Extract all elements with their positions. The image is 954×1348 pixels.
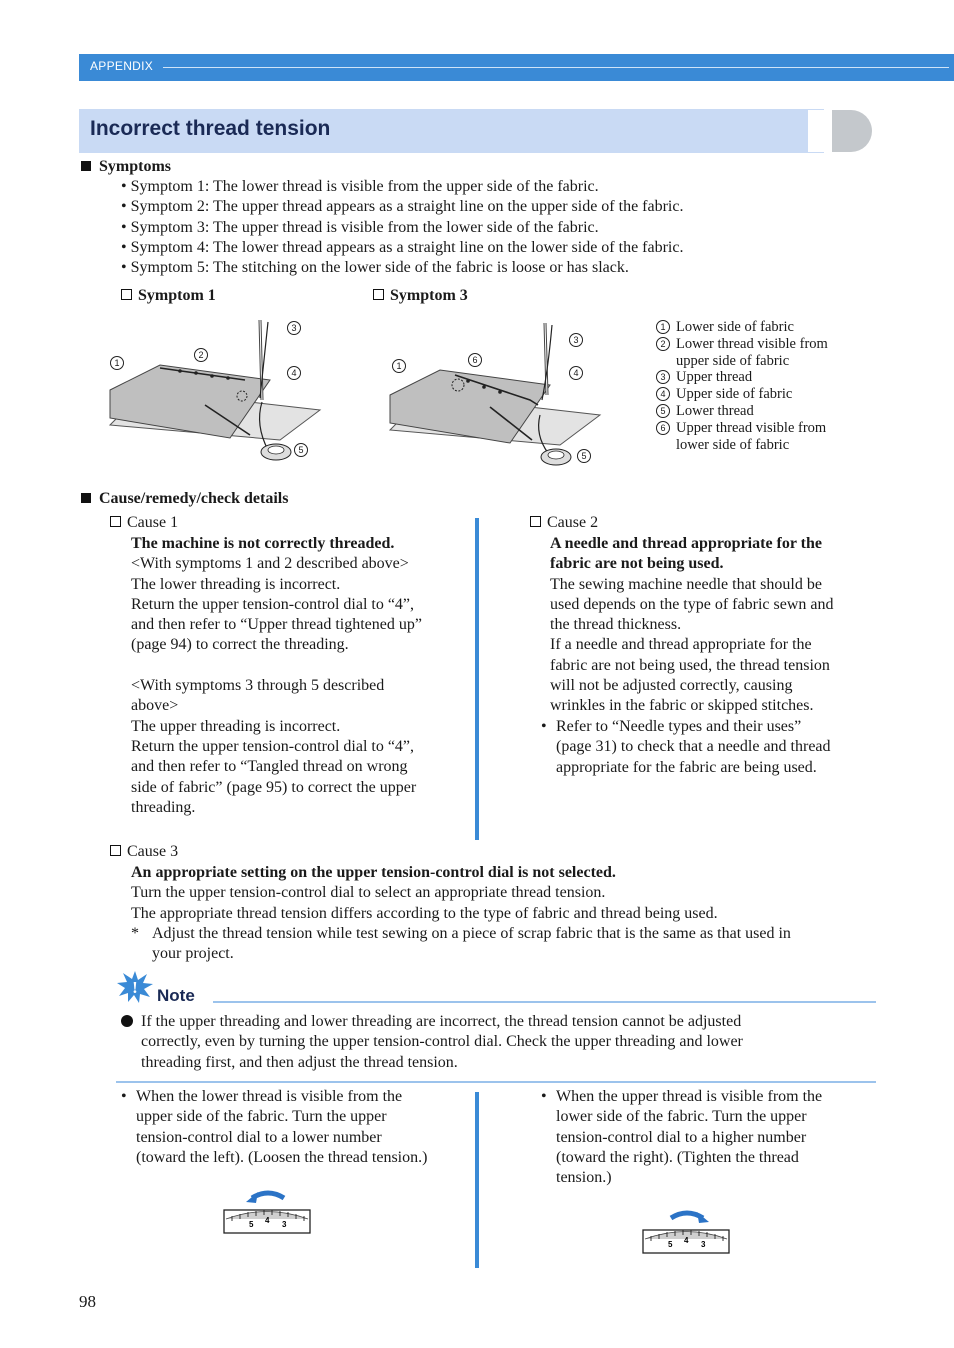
legend-item: lower side of fabric [676, 436, 790, 453]
legend-item: 6 Upper thread visible from [656, 420, 828, 437]
checkbox-square-icon [110, 516, 121, 527]
legend-item: 4 Upper side of fabric [656, 386, 828, 403]
callout-2: 2 [194, 348, 208, 362]
callout-3: 3 [569, 333, 583, 347]
dial-number-4: 4 [684, 1236, 689, 1245]
page-title: Incorrect thread tension [90, 117, 331, 140]
dial-number-4: 4 [265, 1216, 270, 1225]
callout-5: 5 [294, 443, 308, 457]
symptoms-heading: Symptoms [81, 157, 171, 177]
cause-1-label: Cause 1 [110, 513, 178, 533]
legend-item: 1 Lower side of fabric [656, 319, 828, 336]
figure-label-symptom-1: Symptom 1 [121, 286, 216, 306]
bullet: • [541, 718, 547, 735]
cause-2-label: Cause 2 [530, 513, 598, 533]
tip-loosen: • When the lower thread is visible from the upper side of the fabric. Turn the upper tension-control dial to a lower number (toward the left). (Loosen the thread tension.) [121, 1088, 428, 1166]
checkbox-square-icon [530, 516, 541, 527]
cause-3-body: An appropriate setting on the upper tension-control dial is not selected. Turn the upper tension-control dial to select an appropriate thread tension. The appropriate thread tension differs according to the type of fabric and thread being used. [131, 864, 718, 922]
tension-dial-tighten-illustration [641, 1206, 733, 1256]
callout-1: 1 [110, 356, 124, 370]
causes-heading: Cause/remedy/check details [81, 489, 288, 509]
checkbox-square-icon [373, 289, 384, 300]
list-item: • Symptom 3: The upper thread is visible from the lower side of the fabric. [121, 218, 599, 236]
legend-item: 3 Upper thread [656, 369, 828, 386]
callout-1: 1 [392, 359, 406, 373]
column-divider [475, 1092, 479, 1268]
checkbox-square-icon [121, 289, 132, 300]
note-bullet-icon [121, 1015, 133, 1027]
note-body: If the upper threading and lower threading are incorrect, the thread tension cannot be adjusted correctly, even by turning the upper tension-control dial. Check the upper threading and lower threading first, and then adjust the thread tension. [141, 1013, 743, 1071]
callout-4: 4 [569, 366, 583, 380]
section-header-band [79, 54, 954, 81]
dial-number-3: 3 [282, 1220, 287, 1229]
dial-number-5: 5 [668, 1240, 673, 1249]
note-rule [213, 1001, 876, 1003]
cause-2-bullet: • Refer to “Needle types and their uses” (page 31) to check that a needle and thread appropriate for the fabric are being used. [541, 718, 831, 776]
list-item: • Symptom 4: The lower thread appears as a straight line on the lower side of the fabric. [121, 238, 684, 256]
cause-1-title: The machine is not correctly threaded. [131, 535, 395, 552]
tension-dial-loosen-illustration [222, 1186, 314, 1236]
symptom-list [121, 177, 683, 278]
legend-item: 2 Lower thread visible from [656, 336, 828, 353]
legend-item: upper side of fabric [676, 352, 790, 369]
list-item: • Symptom 5: The stitching on the lower side of the fabric is loose or has slack. [121, 259, 629, 277]
figure-legend [656, 319, 828, 453]
callout-6: 6 [468, 353, 482, 367]
square-bullet-icon [81, 493, 91, 503]
cause-1-body: The machine is not correctly threaded. <With symptoms 1 and 2 described above> The lower threading is incorrect. Return the upper tension-control dial to “4”, and then refer to “Upper thread tightened up” (page 94) to correct the threading. <With symptoms 3 through 5 described above> The upper threading is incorrect. Return the upper tension-control dial to “4”, and then refer to “Tangled thread on wrong side of fabric” (page 95) to correct the upper threading. [131, 535, 422, 816]
list-item: • Symptom 1: The lower thread is visible from the upper side of the fabric. [121, 178, 599, 195]
page-number: 98 [79, 1292, 96, 1311]
checkbox-square-icon [110, 845, 121, 856]
section-label: APPENDIX [90, 59, 154, 73]
callout-5: 5 [577, 449, 591, 463]
column-divider [475, 518, 479, 840]
legend-item: 5 Lower thread [656, 403, 828, 420]
note-bottom-rule [116, 1081, 876, 1083]
callout-4: 4 [287, 366, 301, 380]
note-label: Note [157, 986, 195, 1005]
cause-2-title: A needle and thread appropriate for the [550, 535, 823, 552]
svg-text:!: ! [132, 978, 138, 997]
header-rule [163, 67, 949, 68]
tip-tighten: • When the upper thread is visible from the lower side of the fabric. Turn the upper tension-control dial to a higher number (toward the right). (Tighten the thread tension.) [541, 1088, 823, 1187]
callout-3: 3 [287, 321, 301, 335]
banner-tab-grey [832, 110, 872, 152]
figure-label-symptom-3: Symptom 3 [373, 286, 468, 306]
square-bullet-icon [81, 161, 91, 171]
dial-number-3: 3 [701, 1240, 706, 1249]
cause-3-title: An appropriate setting on the upper tension-control dial is not selected. [131, 864, 616, 881]
cause-3-footnote: * Adjust the thread tension while test sewing on a piece of scrap fabric that is the same as that used in your project. [131, 925, 791, 963]
dial-number-5: 5 [249, 1220, 254, 1229]
list-item: • Symptom 2: The upper thread appears as a straight line on the upper side of the fabric. [121, 198, 684, 216]
note-burst-icon [116, 970, 154, 1004]
cause-3-label: Cause 3 [110, 842, 178, 862]
cause-2-body: A needle and thread appropriate for the fabric are not being used. The sewing machine needle that should be used depends on the type of fabric sewn and the thread thickness. If a needle and thread appropriate for the fabric are not being used, the thread tension will not be adjusted correctly, causing wrinkles in the fabric or skipped stitches. [550, 535, 834, 715]
